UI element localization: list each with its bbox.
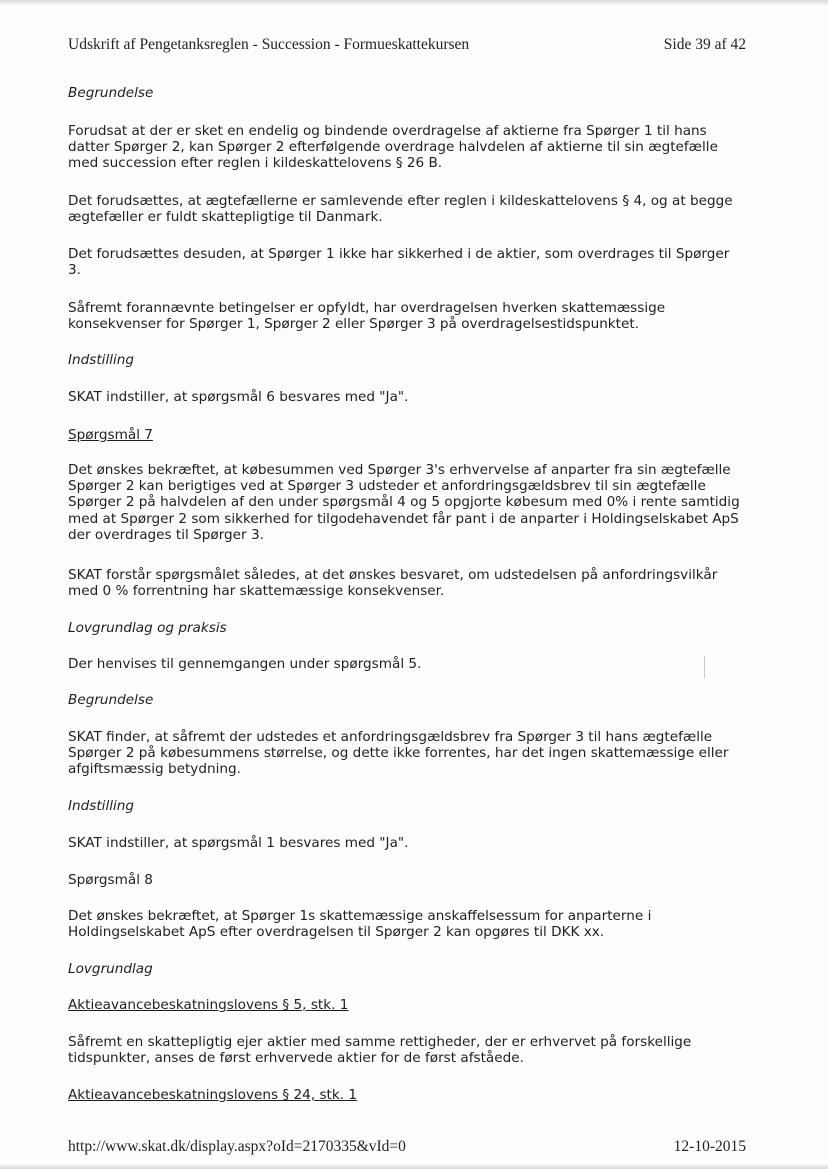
paragraph: Det forudsættes, at ægtefællerne er samlevende efter reglen i kildeskattelovens § 4, og at begge ægtefæller er fuldt skattepligtige til Danmark. <box>68 193 733 226</box>
paragraph: SKAT indstiller, at spørgsmål 6 besvares med "Ja". <box>68 389 409 405</box>
paragraph: Der henvises til gennemgangen under spørgsmål 5. <box>68 656 422 672</box>
section-indstilling-1 <box>68 352 740 368</box>
section-heading: Indstilling <box>68 798 135 814</box>
paragraph <box>68 246 740 278</box>
footer-date: 12-10-2015 <box>673 1138 746 1155</box>
paragraph: Det ønskes bekræftet, at Spørger 1s skattemæssige anskaffelsessum for anparterne i Holdingselskabet ApS efter overdragelsen til Spørger 2 kan opgøres til DKK xx. <box>68 908 652 941</box>
paragraph: Såfremt forannævnte betingelser er opfyldt, har overdragelsen hverken skattemæssige konsekvenser for Spørger 1, Spørger 2 eller Spørger 3 på overdragelsestidspunktet. <box>68 300 666 333</box>
paragraph <box>68 729 740 778</box>
section-lovgrundlag-og-praksis <box>68 620 740 636</box>
law-reference: Aktieavancebeskatningslovens § 5, stk. 1 <box>68 997 349 1013</box>
section-begrundelse-2 <box>68 692 740 708</box>
scan-edge-bottom <box>0 1163 828 1169</box>
footer-url: http://www.skat.dk/display.aspx?oId=2170335&vId=0 <box>68 1138 406 1155</box>
paragraph <box>68 300 740 332</box>
paragraph: SKAT indstiller, at spørgsmål 1 besvares med "Ja". <box>68 835 409 851</box>
section-indstilling-2 <box>68 798 740 814</box>
paragraph: Såfremt en skattepligtig ejer aktier med samme rettigheder, der er erhvervet på forskellige tidspunkter, anses de først erhvervede aktier for de først afståede. <box>68 1034 692 1067</box>
section-spoergsmaal-7 <box>68 427 740 443</box>
section-heading: Lovgrundlag og praksis <box>68 620 227 636</box>
section-heading: Lovgrundlag <box>68 961 153 977</box>
section-spoergsmaal-8 <box>68 872 740 888</box>
section-heading: Indstilling <box>68 352 135 368</box>
paragraph: SKAT forstår spørgsmålet således, at det ønskes besvaret, om udstedelsen på anfordringsvilkår med 0 % forrentning har skattemæssige konsekvenser. <box>68 567 718 600</box>
section-heading: Spørgsmål 8 <box>68 872 153 888</box>
paragraph: Det forudsættes desuden, at Spørger 1 ikke har sikkerhed i de aktier, som overdrages til Spørger 3. <box>68 246 730 279</box>
paragraph <box>68 193 740 225</box>
paragraph <box>68 567 740 599</box>
paragraph <box>68 835 740 851</box>
paragraph <box>68 389 740 405</box>
scan-artifact <box>704 656 705 678</box>
print-footer <box>68 1138 746 1156</box>
header-title: Udskrift af Pengetanksreglen - Succession - Formueskattekursen <box>68 36 470 53</box>
paragraph: Det ønskes bekræftet, at købesummen ved Spørger 3's erhvervelse af anparter fra sin ægtefælle Spørger 2 kan berigtiges ved at Spørger 3 udsteder et anfordringsgældsbrev til sin ægtefælle Spørger 2 på halvdelen af den under spørgsmål 4 og 5 opgjorte købesum med 0% i rente samtidig med at Spørger 2 som sikkerhed for tilgodehavendet får pant i de anparter i Holdingselskabet ApS der overdrages til Spørger 3. <box>68 462 740 543</box>
law-reference-1 <box>68 997 740 1013</box>
scan-edge-top <box>0 0 828 6</box>
paragraph <box>68 1034 740 1066</box>
section-lovgrundlag <box>68 961 740 977</box>
paragraph: SKAT finder, at såfremt der udstedes et anfordringsgældsbrev fra Spørger 3 til hans ægtefælle Spørger 2 på købesummens størrelse, og dette ikke forrentes, har det ingen skattemæssige eller afgiftsmæssig betydning. <box>68 729 729 778</box>
paragraph <box>68 656 740 672</box>
header-page-number: Side 39 af 42 <box>663 36 746 53</box>
section-heading: Spørgsmål 7 <box>68 427 153 443</box>
section-begrundelse-1 <box>68 85 740 101</box>
section-heading: Begrundelse <box>68 692 154 708</box>
law-reference-2 <box>68 1087 740 1103</box>
paragraph <box>68 908 740 940</box>
paragraph: Forudsat at der er sket en endelig og bindende overdragelse af aktierne fra Spørger 1 til hans datter Spørger 2, kan Spørger 2 efterfølgende overdrage halvdelen af aktierne til sin ægtefælle med succession efter reglen i kildeskattelovens § 26 B. <box>68 123 718 172</box>
section-heading: Begrundelse <box>68 85 154 101</box>
paragraph <box>68 462 740 543</box>
print-header <box>68 36 746 54</box>
law-reference: Aktieavancebeskatningslovens § 24, stk. 1 <box>68 1087 358 1103</box>
paragraph <box>68 123 740 172</box>
